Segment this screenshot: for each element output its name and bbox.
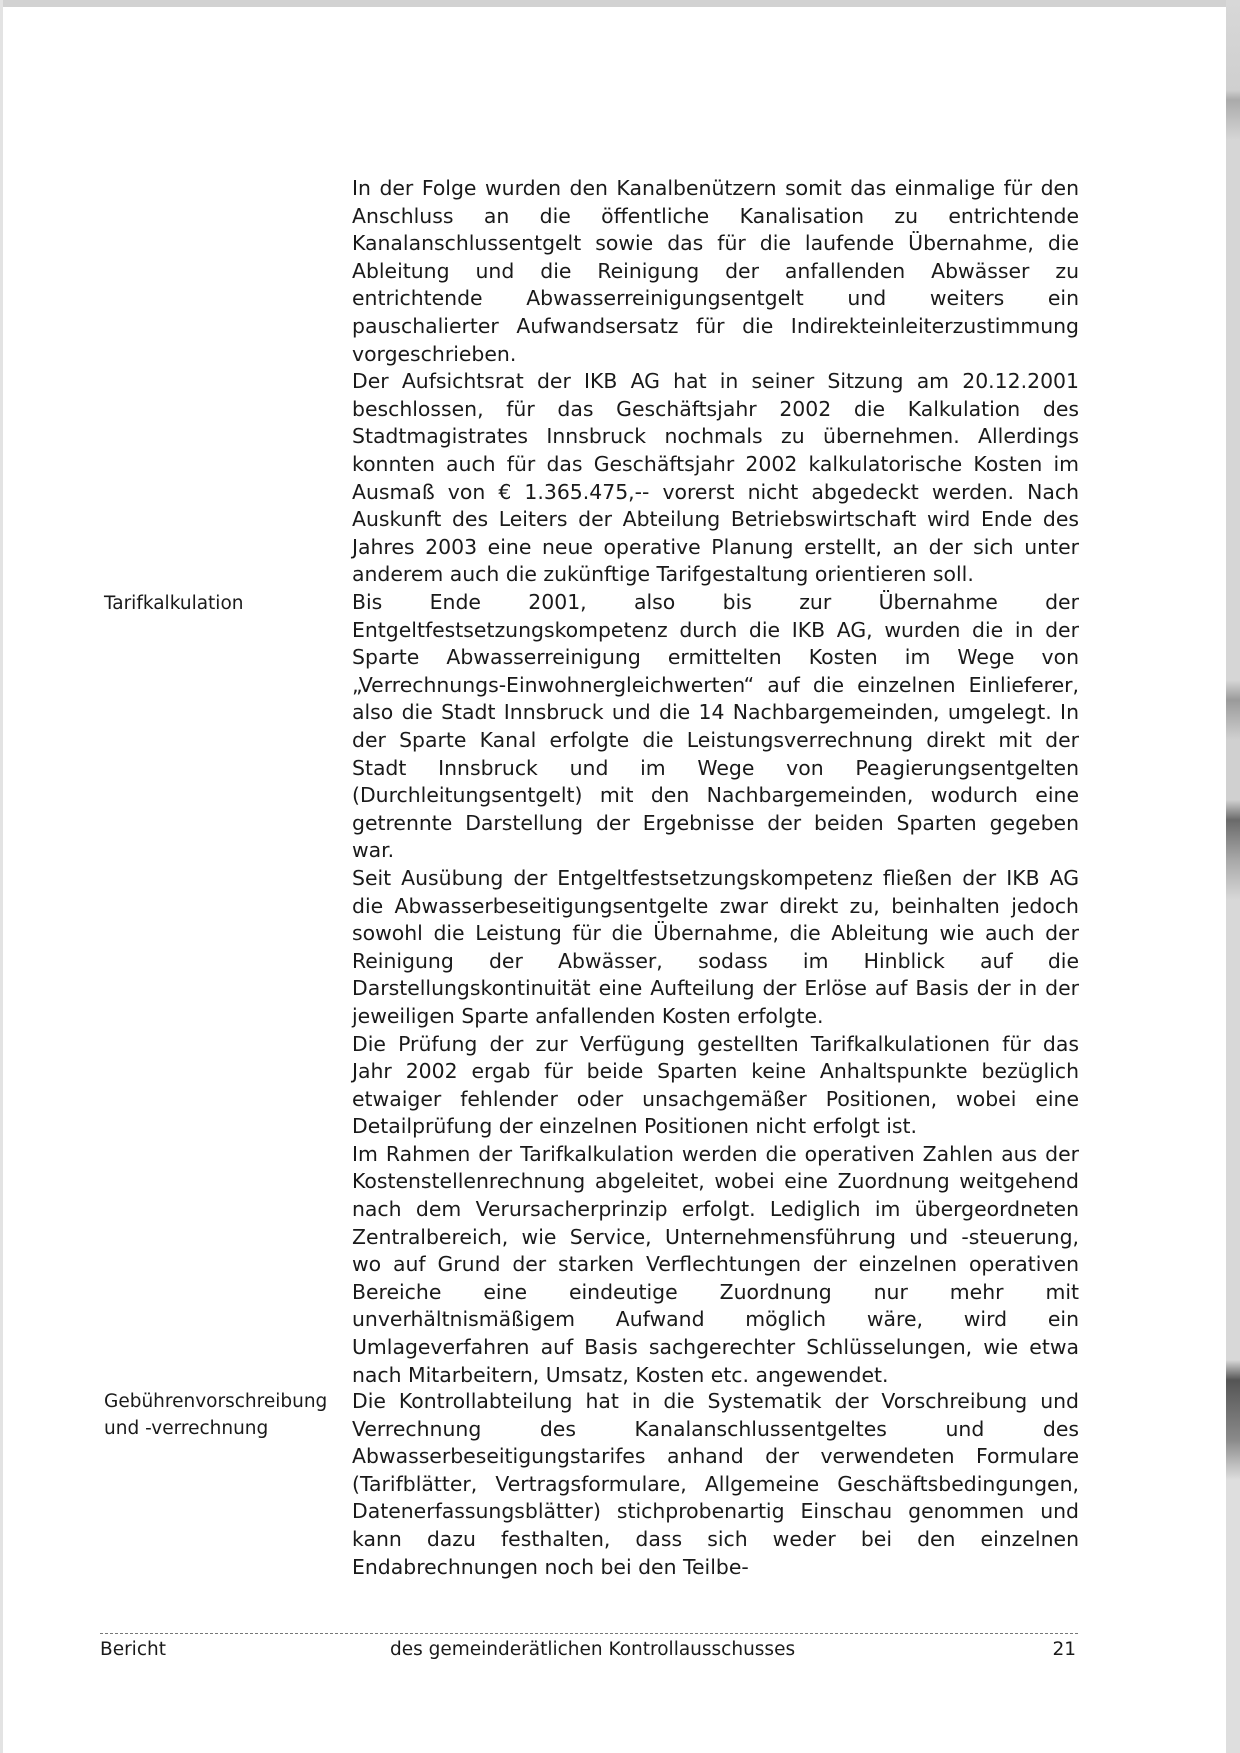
page-number: 21: [1052, 1639, 1076, 1660]
tarifkalkulation-paragraph-1: Bis Ende 2001, also bis zur Übernahme der Entgeltfestsetzungskompetenz durch die IKB AG, wurden die in der Sparte Abwasserreinigung ermittelten Kosten im Wege von „Verrechnungs-Einwohnergleichwerten“ auf die einzelnen Einlieferer, also die Stadt Innsbruck und die 14 Nachbargemeinden, umgelegt. In der Sparte Kanal erfolgte die Leistungsverrechnung direkt mit der Stadt Innsbruck und im Wege von Peagierungsentgelten (Durchleitungsentgelt) mit den Nachbargemeinden, wodurch eine getrennte Darstellung der Ergebnisse der beiden Sparten gegeben war.: [352, 590, 1079, 863]
tarifkalkulation-paragraph-3: Die Prüfung der zur Verfügung gestellten Tarifkalkulationen für das Jahr 2002 ergab für beide Sparten keine Anhaltspunkte bezüglich etwaiger fehlender oder unsachgemäßer Positionen, wobei eine Detailprüfung der einzelnen Positionen nicht erfolgt ist.: [352, 1031, 1079, 1139]
footer-committee-label: des gemeinderätlichen Kontrollausschusses: [390, 1639, 796, 1660]
intro-section: [352, 175, 1079, 589]
scan-edge-top: [0, 0, 1240, 7]
tarifkalkulation-label: Tarifkalkulation: [104, 593, 244, 614]
scan-edge-right: [1226, 0, 1240, 1753]
tarifkalkulation-paragraph-2: Seit Ausübung der Entgeltfestsetzungskompetenz fließen der IKB AG die Abwasserbeseitigungsentgelte zwar direkt zu, beinhalten jedoch sowohl die Leistung für die Übernahme, die Ableitung wie auch der Reinigung der Abwässer, sodass im Hinblick auf die Darstellungskontinuität eine Aufteilung der Erlöse auf Basis der in der jeweiligen Sparte anfallenden Kosten erfolgte.: [352, 865, 1079, 1028]
intro-paragraph-1: In der Folge wurden den Kanalbenützern somit das einmalige für den Anschluss an die öffentliche Kanalisation zu entrichtende Kanalanschlussentgelt sowie das für die laufende Übernahme, die Ableitung und die Reinigung der anfallenden Abwässer zu entrichtende Abwasserreinigungsentgelt und weiters ein pauschalierter Aufwandsersatz für die Indirekteinleiterzustimmung vorgeschrieben.: [352, 176, 1079, 366]
gebuehren-section: [352, 1388, 1079, 1581]
intro-paragraph-2: Der Aufsichtsrat der IKB AG hat in seiner Sitzung am 20.12.2001 beschlossen, für das Geschäftsjahr 2002 die Kalkulation des Stadtmagistrates Innsbruck nochmals zu übernehmen. Allerdings konnten auch für das Geschäftsjahr 2002 kalkulatorische Kosten im Ausmaß von € 1.365.475,-- vorerst nicht abgedeckt werden. Nach Auskunft des Leiters der Abteilung Betriebswirtschaft wird Ende des Jahres 2003 eine neue operative Planung erstellt, an der sich unter anderem auch die zukünftige Tarifgestaltung orientieren soll.: [352, 369, 1079, 587]
tarifkalkulation-paragraph-4: Im Rahmen der Tarifkalkulation werden die operativen Zahlen aus der Kostenstellenrechnung abgeleitet, wobei eine Zuordnung weitgehend nach dem Verursacherprinzip erfolgt. Lediglich im übergeordneten Zentralbereich, wie Service, Unternehmensführung und -steuerung, wo auf Grund der starken Verflechtungen der einzelnen operativen Bereiche eine eindeutige Zuordnung nur mehr mit unverhältnismäßigem Aufwand möglich wäre, wird ein Umlageverfahren auf Basis sachgerechter Schlüsselungen, wie etwa nach Mitarbeitern, Umsatz, Kosten etc. angewendet.: [352, 1141, 1079, 1387]
scan-edge-left: [0, 0, 3, 1753]
gebuehren-label-line-2: und -verrechnung: [104, 1418, 269, 1439]
gebuehren-paragraph-1: Die Kontrollabteilung hat in die Systematik der Vorschreibung und Verrechnung des Kanalanschlussentgeltes und des Abwasserbeseitigungstarifes anhand der verwendeten Formulare (Tarifblätter, Vertragsformulare, Allgemeine Geschäftsbedingungen, Datenerfassungsblätter) stichprobenartig Einschau genommen und kann dazu festhalten, dass sich weder bei den einzelnen Endabrechnungen noch bei den Teilbe-: [352, 1389, 1079, 1579]
footer-report-label: Bericht: [100, 1639, 166, 1660]
page-footer: [100, 1636, 1078, 1664]
margin-label-gebuehren: [104, 1388, 334, 1442]
margin-label-tarifkalkulation: [104, 590, 334, 617]
tarifkalkulation-section: [352, 589, 1079, 1389]
footer-divider: [100, 1633, 1078, 1634]
gebuehren-label-line-1: Gebührenvorschreibung: [104, 1391, 328, 1412]
